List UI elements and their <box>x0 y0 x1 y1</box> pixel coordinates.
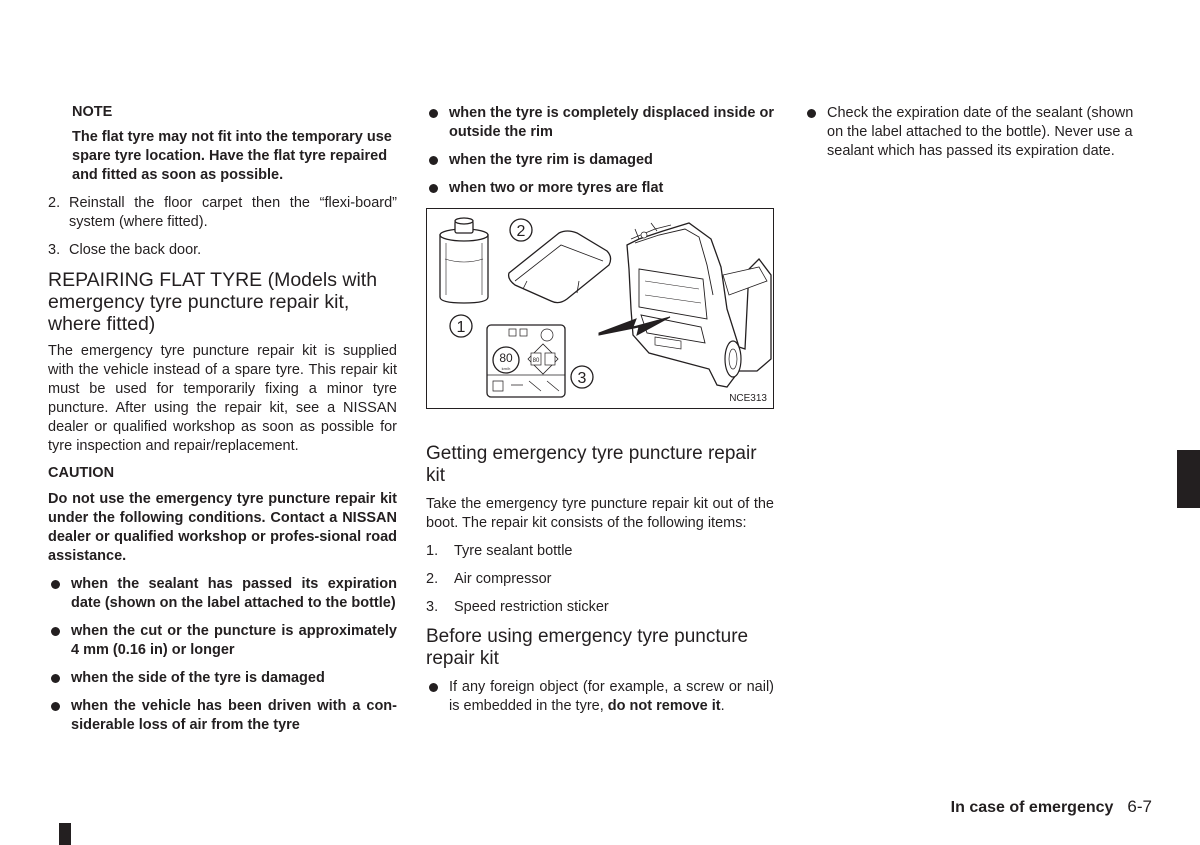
section-heading: REPAIRING FLAT TYRE (Models with emergency tyre puncture repair kit, where fitted) <box>48 269 378 335</box>
step-2 <box>48 194 397 232</box>
caution-bullet <box>426 151 774 170</box>
callout-1: 1 <box>456 319 466 336</box>
caution-bullet <box>48 575 397 613</box>
bullet-icon <box>426 678 449 716</box>
bullet-text-bold: do not remove it <box>607 698 721 714</box>
caution-bullet <box>426 104 774 142</box>
bullet-icon <box>426 179 449 198</box>
bullet-icon <box>48 622 71 660</box>
step-number: 3. <box>48 242 61 258</box>
page-footer <box>951 797 1152 817</box>
caution-bullet <box>48 669 397 688</box>
subheading-getting-kit: Getting emergency tyre puncture repair kit <box>426 443 757 486</box>
bullet-icon <box>426 151 449 170</box>
step-number: 2. <box>48 195 61 211</box>
figure-code: NCE313 <box>729 393 767 404</box>
callout-2: 2 <box>516 223 526 240</box>
air-compressor-icon <box>509 231 611 303</box>
sticker-speed-small: 80 <box>532 358 540 364</box>
note-block <box>48 104 397 185</box>
caution-bullet <box>426 179 774 198</box>
caution-heading: CAUTION <box>48 465 115 481</box>
column-1 <box>48 100 397 744</box>
bullet-icon <box>426 104 449 142</box>
caution-bullet <box>48 697 397 735</box>
step-text: Close the back door. <box>69 242 202 258</box>
bullet-text: when the vehicle has been driven with a con-siderable loss of air from the tyre <box>71 698 397 733</box>
callout-3: 3 <box>577 370 587 387</box>
list-item <box>426 598 774 617</box>
note-heading: NOTE <box>72 104 113 120</box>
item-number: 1. <box>426 543 439 559</box>
bullet-text-pre: If any foreign object (for example, a screw or nail) is embedded in the tyre, <box>449 679 774 714</box>
item-text: Speed restriction sticker <box>454 599 609 615</box>
page-edge-marker <box>59 823 71 845</box>
caution-text: Do not use the emergency tyre puncture repair kit under the following conditions. Contact a NISSAN dealer or qualified workshop or profes-sional road assistance. <box>48 491 397 564</box>
info-bullet <box>426 678 774 716</box>
intro-paragraph: The emergency tyre puncture repair kit is supplied with the vehicle instead of a spare tyre. This repair kit must be used for temporarily fixing a minor tyre puncture. After using the repair kit, see a NISSAN dealer or qualified workshop as soon as possible for tyre inspection and repair/replacement. <box>48 343 397 454</box>
item-number: 2. <box>426 571 439 587</box>
info-bullet <box>804 104 1152 161</box>
bullet-text: when two or more tyres are flat <box>449 180 664 196</box>
bullet-text: when the side of the tyre is damaged <box>71 670 325 686</box>
list-item <box>426 542 774 561</box>
bullet-text-post: . <box>720 698 725 714</box>
item-text: Tyre sealant bottle <box>454 543 573 559</box>
step-text: Reinstall the floor carpet then the “flexi-board” system (where fitted). <box>69 195 397 230</box>
subheading-before-using: Before using emergency tyre puncture repair kit <box>426 626 749 669</box>
bullet-icon <box>48 697 71 735</box>
item-text: Air compressor <box>454 571 552 587</box>
footer-section: In case of emergency <box>950 799 1114 816</box>
kit-paragraph: Take the emergency tyre puncture repair kit out of the boot. The repair kit consists of the following items: <box>426 496 774 531</box>
sticker-unit: km/h <box>501 366 511 371</box>
bullet-text: when the cut or the puncture is approximately 4 mm (0.16 in) or longer <box>71 623 397 658</box>
chapter-tab-marker <box>1177 450 1200 508</box>
note-text: The flat tyre may not fit into the temporary use spare tyre location. Have the flat tyre repaired and fitted as soon as possible. <box>72 129 392 183</box>
bullet-text <box>449 678 774 716</box>
step-3 <box>48 241 397 260</box>
column-2 <box>426 100 774 725</box>
bullet-text: when the tyre is completely displaced inside or outside the rim <box>449 105 774 140</box>
sealant-bottle-icon <box>440 218 488 303</box>
bullet-icon <box>48 575 71 613</box>
bullet-text: when the tyre rim is damaged <box>449 152 653 168</box>
car-rear-icon <box>627 223 771 387</box>
sticker-speed: 80 <box>499 351 513 365</box>
bullet-icon <box>804 104 827 161</box>
bullet-text: Check the expiration date of the sealant (shown on the label attached to the bottle). Never use a sealant which has passed its expiration date. <box>827 105 1134 159</box>
repair-kit-illustration <box>427 209 773 408</box>
item-number: 3. <box>426 599 439 615</box>
column-3 <box>804 100 1152 170</box>
page-number: 6-7 <box>1127 797 1152 816</box>
caution-bullet <box>48 622 397 660</box>
bullet-icon <box>48 669 71 688</box>
list-item <box>426 570 774 589</box>
bullet-text: when the sealant has passed its expiration date (shown on the label attached to the bottle) <box>71 576 397 611</box>
repair-kit-figure <box>426 208 774 409</box>
